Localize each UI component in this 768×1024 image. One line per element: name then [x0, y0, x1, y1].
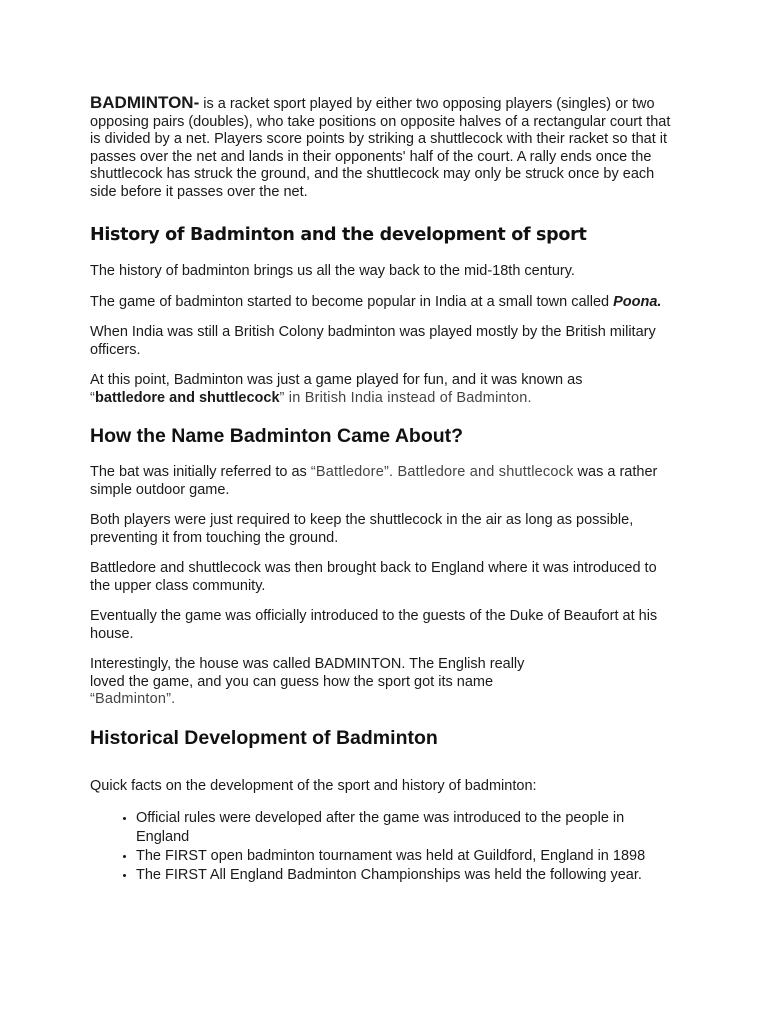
name-paragraph-1-text: The bat was initially referred to as: [90, 464, 311, 480]
history-paragraph-2-text: The game of badminton started to become popular in India at a small town called: [90, 293, 614, 310]
battledore-bold: battledore and shuttlecock: [95, 389, 280, 406]
name-paragraph-4: Eventually the game was officially introduced to the guests of the Duke of Beaufort at his house.: [90, 608, 658, 642]
history-paragraph-3: When India was still a British Colony badminton was played mostly by the British military officers.: [90, 324, 656, 358]
history-paragraph-4-close: ” in British India instead of Badminton.: [279, 389, 532, 406]
list-item: • Official rules were developed after the game was introduced to the people in England: [136, 809, 680, 847]
name-paragraph-5-line-1: Interestingly, the house was called BADMINTON. The English really: [90, 656, 525, 672]
intro-text: is a racket sport played by either two opposing players (singles) or two opposing pairs (doubles), who take positions on opposite halves of a rectangular court that is divided by a net. Players score points by striking a shuttlecock with their racket so that it passes over the net and lands in their opponents' half of the court. A rally ends once the shuttlecock has struck the ground, and the shuttlecock may only be struck once by each side before it passes over the net.: [90, 96, 671, 200]
poona-text: Poona.: [613, 293, 662, 310]
list-item: • The FIRST open badminton tournament was held at Guildford, England in 1898: [136, 847, 680, 866]
history-paragraph-2: [90, 294, 680, 312]
history-paragraph-1: The history of badminton brings us all the way back to the mid-18th century.: [90, 263, 575, 279]
history-heading: History of Badminton and the development of sport: [90, 225, 587, 245]
list-item: • The FIRST All England Badminton Championships was held the following year.: [136, 866, 680, 885]
name-paragraph-1-rest: was a rather simple outdoor game.: [90, 464, 658, 498]
history-paragraph-4: [90, 372, 680, 407]
facts-list: [90, 809, 680, 885]
document-page: [90, 94, 680, 885]
name-paragraph-5-light: “Badminton”.: [90, 691, 176, 707]
name-paragraph-5-line-2: loved the game, and you can guess how the sport got its name: [90, 673, 494, 690]
name-paragraph-2: Both players were just required to keep the shuttlecock in the air as long as possible, preventing it from touching the ground.: [90, 512, 634, 546]
name-paragraph-1: [90, 464, 680, 499]
name-heading: How the Name Badminton Came About?: [90, 425, 464, 447]
intro-lead: BADMINTON-: [90, 93, 200, 112]
name-paragraph-3: Battledore and shuttlecock was then brought back to England where it was introduced to the upper class community.: [90, 560, 657, 594]
history-paragraph-4-text: At this point, Badminton was just a game played for fun, and it was known as: [90, 372, 583, 388]
name-paragraph-5: [90, 656, 680, 709]
intro-paragraph: [90, 94, 680, 201]
development-intro: Quick facts on the development of the sport and history of badminton:: [90, 777, 537, 794]
name-paragraph-1-light: “Battledore”. Battledore and shuttlecock: [310, 464, 574, 480]
development-heading: Historical Development of Badminton: [90, 726, 438, 749]
open-quote: “: [90, 389, 96, 406]
